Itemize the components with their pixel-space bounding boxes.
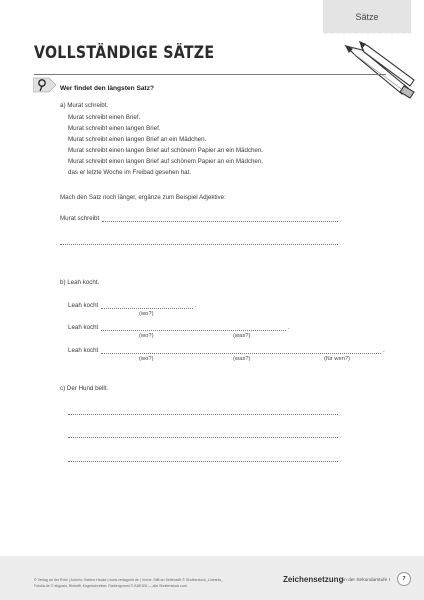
part-a-label: a) Murat schreibt. <box>60 102 109 109</box>
part-b-label: b) Leah kocht. <box>60 279 100 286</box>
part-b-start-text: Leah kocht <box>68 302 99 309</box>
footer-credit: Fotolia.de © ahgosin, Bleistift, Kugelschreiber, Radiergummi © ADEIZA — alle Shutterstock.com <box>34 584 187 588</box>
sentence-end-period: . <box>195 302 197 309</box>
part-b-start-text: Leah kocht <box>68 347 99 354</box>
hint-wo: (wo?) <box>139 311 154 317</box>
footer-brand-subtitle: in der Sekundarstufe I <box>343 578 390 583</box>
answer-line[interactable] <box>68 437 338 438</box>
part-b-start-text: Leah kocht <box>68 324 99 331</box>
answer-line-wo[interactable] <box>101 308 193 309</box>
answer-line[interactable] <box>68 461 338 462</box>
part-c-label: c) Der Hund bellt. <box>60 385 109 392</box>
pencils-icon <box>340 40 420 102</box>
hint-fuer-wen: (für wen?) <box>324 356 351 362</box>
footer-brand: Zeichensetzung <box>283 575 344 584</box>
topic-tab <box>323 0 411 33</box>
sentence-end-period: . <box>383 347 385 354</box>
part-a-start-text: Murat schreibt <box>60 215 100 222</box>
answer-line[interactable] <box>102 221 338 222</box>
hint-wo: (wo?) <box>139 356 154 362</box>
answer-line[interactable] <box>68 414 338 415</box>
part-a-sentence: Murat schreibt einen Brief. <box>68 114 141 121</box>
task-question: Wer findet den längsten Satz? <box>60 85 155 92</box>
part-a-sentence: Murat schreibt einen langen Brief auf schönem Papier an ein Mädchen, <box>68 158 264 165</box>
topic-tab-label: Sätze <box>355 11 379 22</box>
title-divider <box>34 74 386 75</box>
answer-line-wo-was-fuer-wen[interactable] <box>101 353 381 354</box>
page-number: 7 <box>397 572 411 586</box>
part-a-sentence: Murat schreibt einen langen Brief. <box>68 125 161 132</box>
part-a-sentence: das er letzte Woche im Freibad gesehen hat. <box>68 169 192 176</box>
answer-line-wo-was[interactable] <box>101 330 286 331</box>
hint-was: (was?) <box>233 356 251 362</box>
pushpin-icon <box>33 77 57 93</box>
part-a-sentence: Murat schreibt einen langen Brief an ein Mädchen. <box>68 136 207 143</box>
sentence-end-period: . <box>288 324 290 331</box>
hint-wo: (wo?) <box>139 333 154 339</box>
hint-was: (was?) <box>233 333 251 339</box>
page-title: VOLLSTÄNDIGE SÄTZE <box>34 43 215 62</box>
part-a-sentence: Murat schreibt einen langen Brief auf schönem Papier an ein Mädchen. <box>68 147 264 154</box>
answer-line[interactable] <box>60 244 338 245</box>
part-a-instruction: Mach den Satz noch länger, ergänze zum Beispiel Adjektive: <box>60 194 226 201</box>
footer-credit: © Verlag an der Ruhr | Autorin: Sabine Hauke | www.verlagruhr.de | Vorne: Stift an Seitenstift © Shutterstock_Lineshio_ <box>34 578 224 582</box>
